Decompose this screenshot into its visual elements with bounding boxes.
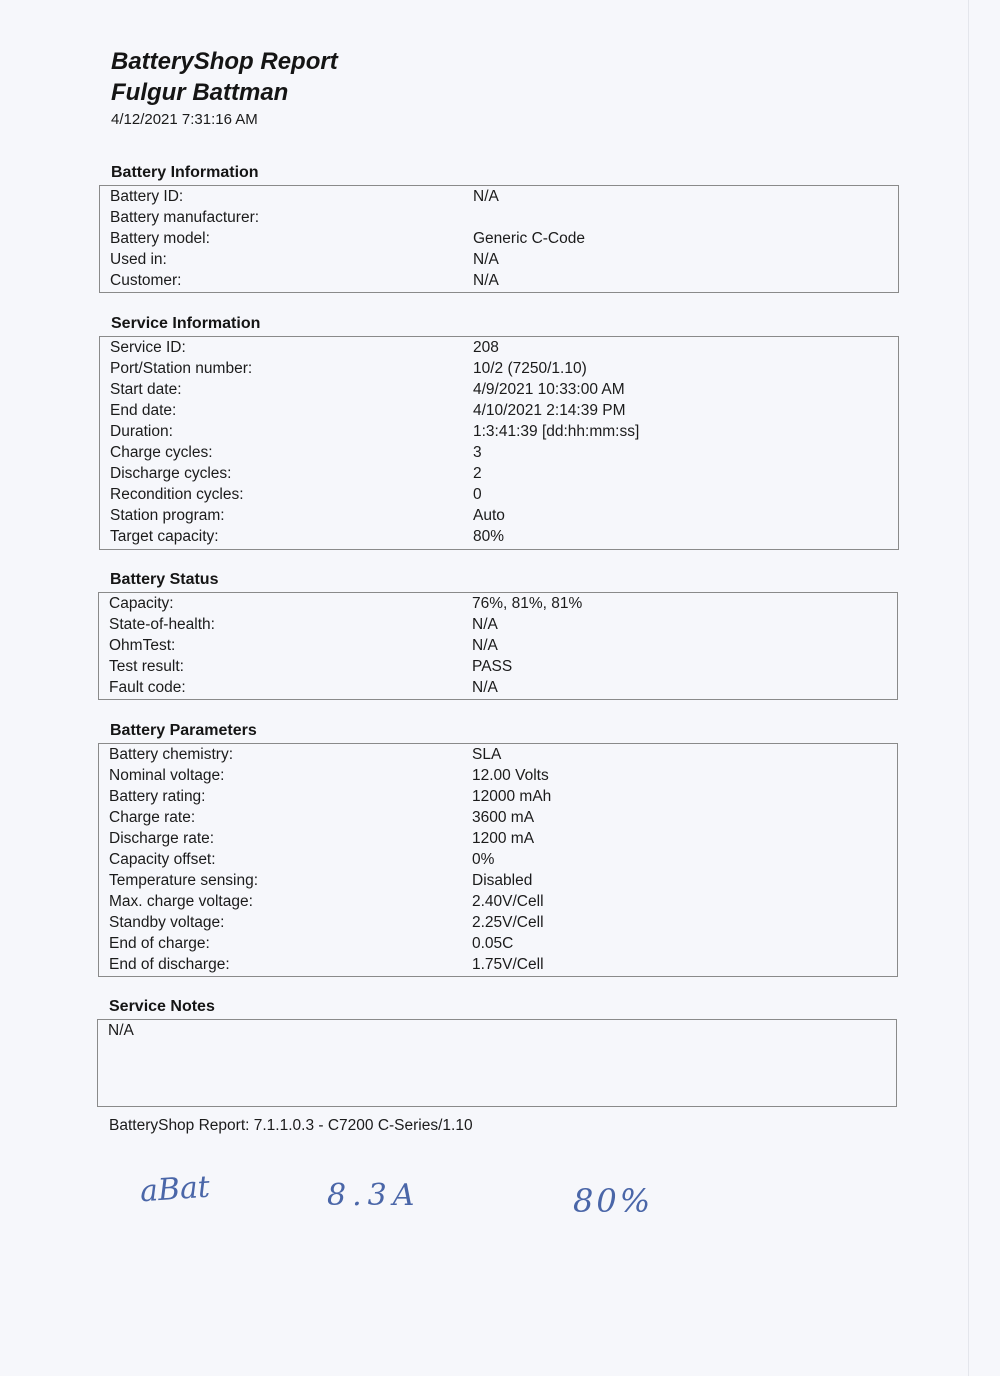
row-value: 12.00 Volts [472,767,549,784]
row-value: N/A [472,616,498,633]
row-label: Max. charge voltage: [109,893,253,910]
row-label: Temperature sensing: [109,872,259,889]
page-edge [968,0,969,1376]
service-notes-title: Service Notes [109,998,215,1015]
info-row [99,955,897,976]
info-row [100,422,898,443]
row-value: N/A [472,637,498,654]
row-value: Generic C-Code [473,230,585,247]
row-label: Customer: [110,272,182,289]
row-value: N/A [472,679,498,696]
row-label: Duration: [110,423,173,440]
handwritten-note-bat: aBat [138,1169,212,1210]
info-row [99,745,897,766]
row-label: Battery ID: [110,188,184,205]
report-datetime: 4/12/2021 7:31:16 AM [111,111,258,128]
report-title: BatteryShop Report [111,48,338,75]
info-row [99,808,897,829]
info-row [100,464,898,485]
row-value: 2.25V/Cell [472,914,544,931]
info-row [99,913,897,934]
info-row [99,615,897,636]
info-row [100,506,898,527]
battery-information-box [99,185,899,293]
row-label: Standby voltage: [109,914,225,931]
row-value: 80% [473,528,505,545]
info-row [99,657,897,678]
report-footer: BatteryShop Report: 7.1.1.0.3 - C7200 C-Series/1.10 [109,1117,473,1134]
info-row [99,766,897,787]
row-label: End of charge: [109,935,210,952]
row-value: 0 [473,486,482,503]
row-value: 76%, 81%, 81% [472,595,583,612]
row-label: Capacity offset: [109,851,216,868]
row-value: 2 [473,465,482,482]
row-label: Test result: [109,658,184,675]
row-value: 3 [473,444,482,461]
info-row [99,829,897,850]
info-row [99,594,897,615]
info-row [100,359,898,380]
info-row [100,271,898,292]
handwritten-note-current: 8.3A [327,1178,421,1213]
service-notes-text: N/A [108,1022,134,1039]
info-row [100,208,898,229]
row-label: Capacity: [109,595,174,612]
row-value: N/A [473,272,499,289]
info-row [99,850,897,871]
row-label: Start date: [110,381,182,398]
row-label: Charge cycles: [110,444,213,461]
info-row [100,187,898,208]
row-value: N/A [473,251,499,268]
row-label: Battery model: [110,230,210,247]
row-value: 208 [473,339,499,356]
row-label: Charge rate: [109,809,196,826]
row-value: Auto [473,507,505,524]
battery-status-title: Battery Status [110,571,219,588]
row-label: Fault code: [109,679,186,696]
row-label: Used in: [110,251,167,268]
service-notes-box [97,1019,897,1107]
info-row [100,380,898,401]
row-label: Battery manufacturer: [110,209,260,226]
row-label: Service ID: [110,339,186,356]
row-value: 4/9/2021 10:33:00 AM [473,381,625,398]
info-row [100,229,898,250]
row-value: 2.40V/Cell [472,893,544,910]
info-row [99,892,897,913]
row-label: Nominal voltage: [109,767,225,784]
report-header [111,46,338,131]
info-row [99,636,897,657]
battery-parameters-title: Battery Parameters [110,722,257,739]
info-row [99,871,897,892]
handwritten-note-percent: 80% [573,1182,654,1220]
row-value: N/A [473,188,499,205]
row-value: 1:3:41:39 [dd:hh:mm:ss] [473,423,640,440]
info-row [100,401,898,422]
row-label: End date: [110,402,177,419]
row-label: Target capacity: [110,528,219,545]
info-row [100,443,898,464]
row-value: 12000 mAh [472,788,552,805]
battery-information-title: Battery Information [111,164,259,181]
info-row [99,934,897,955]
row-value: 0% [472,851,495,868]
row-value: SLA [472,746,502,763]
battery-status-box [98,592,898,700]
info-row [100,527,898,548]
row-value: 1200 mA [472,830,535,847]
row-label: Station program: [110,507,225,524]
row-label: OhmTest: [109,637,176,654]
row-label: State-of-health: [109,616,215,633]
row-label: Discharge rate: [109,830,215,847]
row-label: Recondition cycles: [110,486,244,503]
info-row [100,338,898,359]
row-value: 0.05C [472,935,514,952]
row-value: 3600 mA [472,809,535,826]
row-value: PASS [472,658,513,675]
info-row [99,787,897,808]
row-value: 4/10/2021 2:14:39 PM [473,402,626,419]
info-row [99,678,897,699]
service-information-title: Service Information [111,315,261,332]
report-subtitle: Fulgur Battman [111,79,289,106]
info-row [100,485,898,506]
row-label: End of discharge: [109,956,230,973]
row-label: Battery chemistry: [109,746,234,763]
row-label: Port/Station number: [110,360,253,377]
row-value: 1.75V/Cell [472,956,544,973]
info-row [100,250,898,271]
battery-parameters-box [98,743,898,977]
service-information-box [99,336,899,550]
row-value: Disabled [472,872,533,889]
row-value: 10/2 (7250/1.10) [473,360,587,377]
row-label: Battery rating: [109,788,206,805]
row-label: Discharge cycles: [110,465,232,482]
